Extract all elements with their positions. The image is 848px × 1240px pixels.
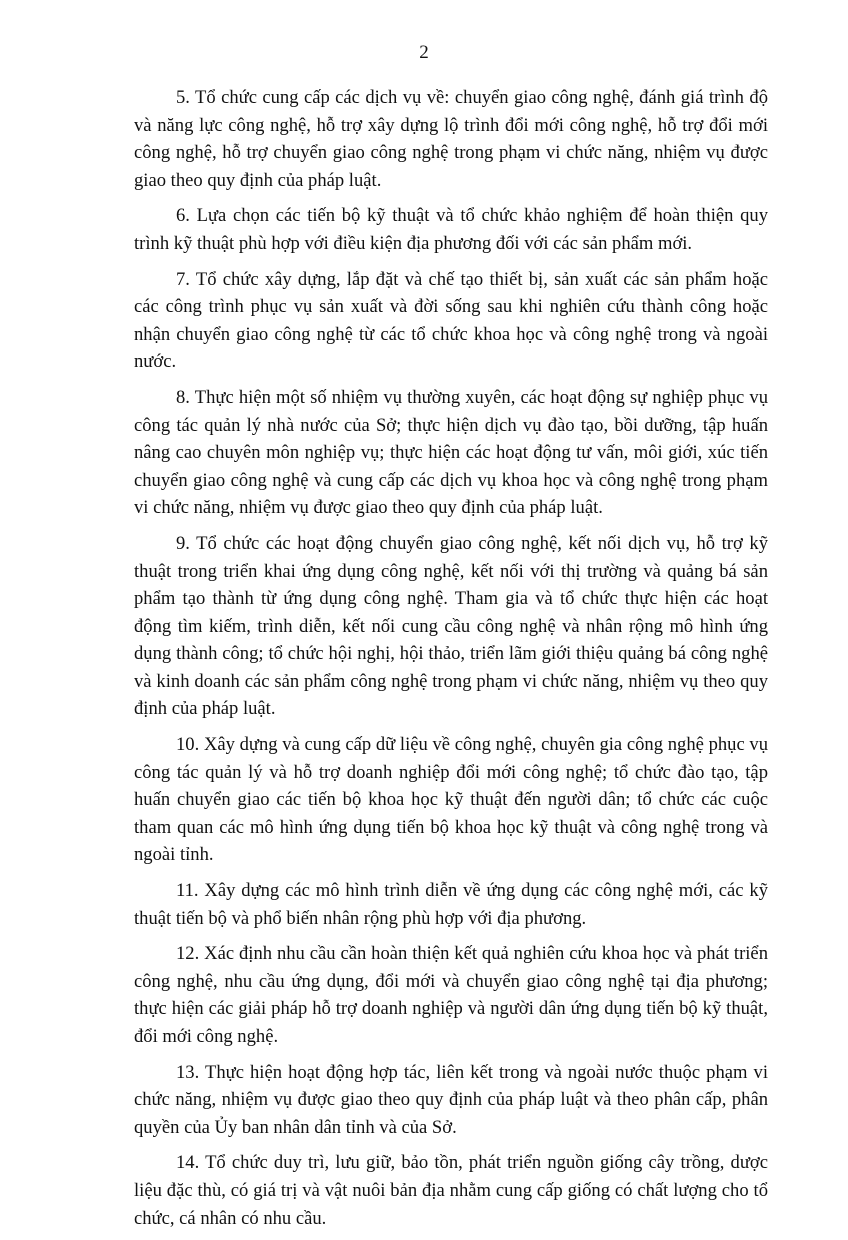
paragraph-item-9: 9. Tổ chức các hoạt động chuyển giao công nghệ, kết nối dịch vụ, hỗ trợ kỹ thuật trong triển khai ứng dụng công nghệ, kết nối với thị trường và quảng bá sản phẩm tạo thành từ ứng dụng công nghệ. Tham gia và tổ chức thực hiện các hoạt động tìm kiếm, trình diễn, kết nối cung cầu công nghệ và nhân rộng mô hình ứng dụng thành công; tổ chức hội nghị, hội thảo, triển lãm giới thiệu quảng bá công nghệ và kinh doanh các sản phẩm công nghệ trong phạm vi chức năng, nhiệm vụ theo quy định của pháp luật. xyxy=(134,532,768,720)
page-number: 2 xyxy=(419,42,429,63)
paragraph-item-12: 12. Xác định nhu cầu cần hoàn thiện kết quả nghiên cứu khoa học và phát triển công nghệ, nhu cầu ứng dụng, đổi mới và chuyển giao công nghệ tại địa phương; thực hiện các giải pháp hỗ trợ doanh nghiệp và người dân ứng dụng tiến bộ kỹ thuật, đổi mới công nghệ. xyxy=(134,943,768,1047)
paragraph-item-7: 7. Tổ chức xây dựng, lắp đặt và chế tạo thiết bị, sản xuất các sản phẩm hoặc các công trình phục vụ sản xuất và đời sống sau khi nghiên cứu thành công hoặc nhận chuyển giao công nghệ từ các tổ chức khoa học và công nghệ trong và ngoài nước. xyxy=(134,268,768,373)
paragraph-item-6: 6. Lựa chọn các tiến bộ kỹ thuật và tổ chức khảo nghiệm để hoàn thiện quy trình kỹ thuật phù hợp với điều kiện địa phương đối với các sản phẩm mới. xyxy=(134,205,768,254)
paragraph-item-11: 11. Xây dựng các mô hình trình diễn về ứng dụng các công nghệ mới, các kỹ thuật tiến bộ và phổ biến nhân rộng phù hợp với địa phương. xyxy=(134,880,768,929)
paragraph-item-13: 13. Thực hiện hoạt động hợp tác, liên kết trong và ngoài nước thuộc phạm vi chức năng, nhiệm vụ được giao theo quy định của pháp luật và theo phân cấp, phân quyền của Ủy ban nhân dân tỉnh và của Sở. xyxy=(134,1061,768,1138)
paragraph-item-10: 10. Xây dựng và cung cấp dữ liệu về công nghệ, chuyên gia công nghệ phục vụ công tác quản lý và hỗ trợ doanh nghiệp đổi mới công nghệ; tổ chức đào tạo, tập huấn chuyển giao các tiến bộ khoa học kỹ thuật đến người dân; tổ chức các cuộc tham quan các mô hình ứng dụng tiến bộ khoa học kỹ thuật và công nghệ trong và ngoài tỉnh. xyxy=(134,734,768,866)
paragraph-item-14: 14. Tổ chức duy trì, lưu giữ, bảo tồn, phát triển nguồn giống cây trồng, dược liệu đặc thù, có giá trị và vật nuôi bản địa nhằm cung cấp giống có chất lượng cho tổ chức, cá nhân có nhu cầu. xyxy=(134,1152,768,1229)
paragraph-item-5: 5. Tổ chức cung cấp các dịch vụ về: chuyển giao công nghệ, đánh giá trình độ và năng lực công nghệ, hỗ trợ xây dựng lộ trình đổi mới công nghệ, hỗ trợ đổi mới công nghệ, hỗ trợ chuyển giao công nghệ trong phạm vi chức năng, nhiệm vụ được giao theo quy định của pháp luật. xyxy=(134,87,768,191)
paragraph-item-8: 8. Thực hiện một số nhiệm vụ thường xuyên, các hoạt động sự nghiệp phục vụ công tác quản lý nhà nước của Sở; thực hiện dịch vụ đào tạo, bồi dưỡng, tập huấn nâng cao chuyên môn nghiệp vụ; thực hiện các hoạt động tư vấn, môi giới, xúc tiến chuyển giao công nghệ và cung cấp các dịch vụ khoa học và công nghệ trong phạm vi chức năng, nhiệm vụ được giao theo quy định của pháp luật. xyxy=(134,386,768,519)
document-body xyxy=(134,84,768,1240)
